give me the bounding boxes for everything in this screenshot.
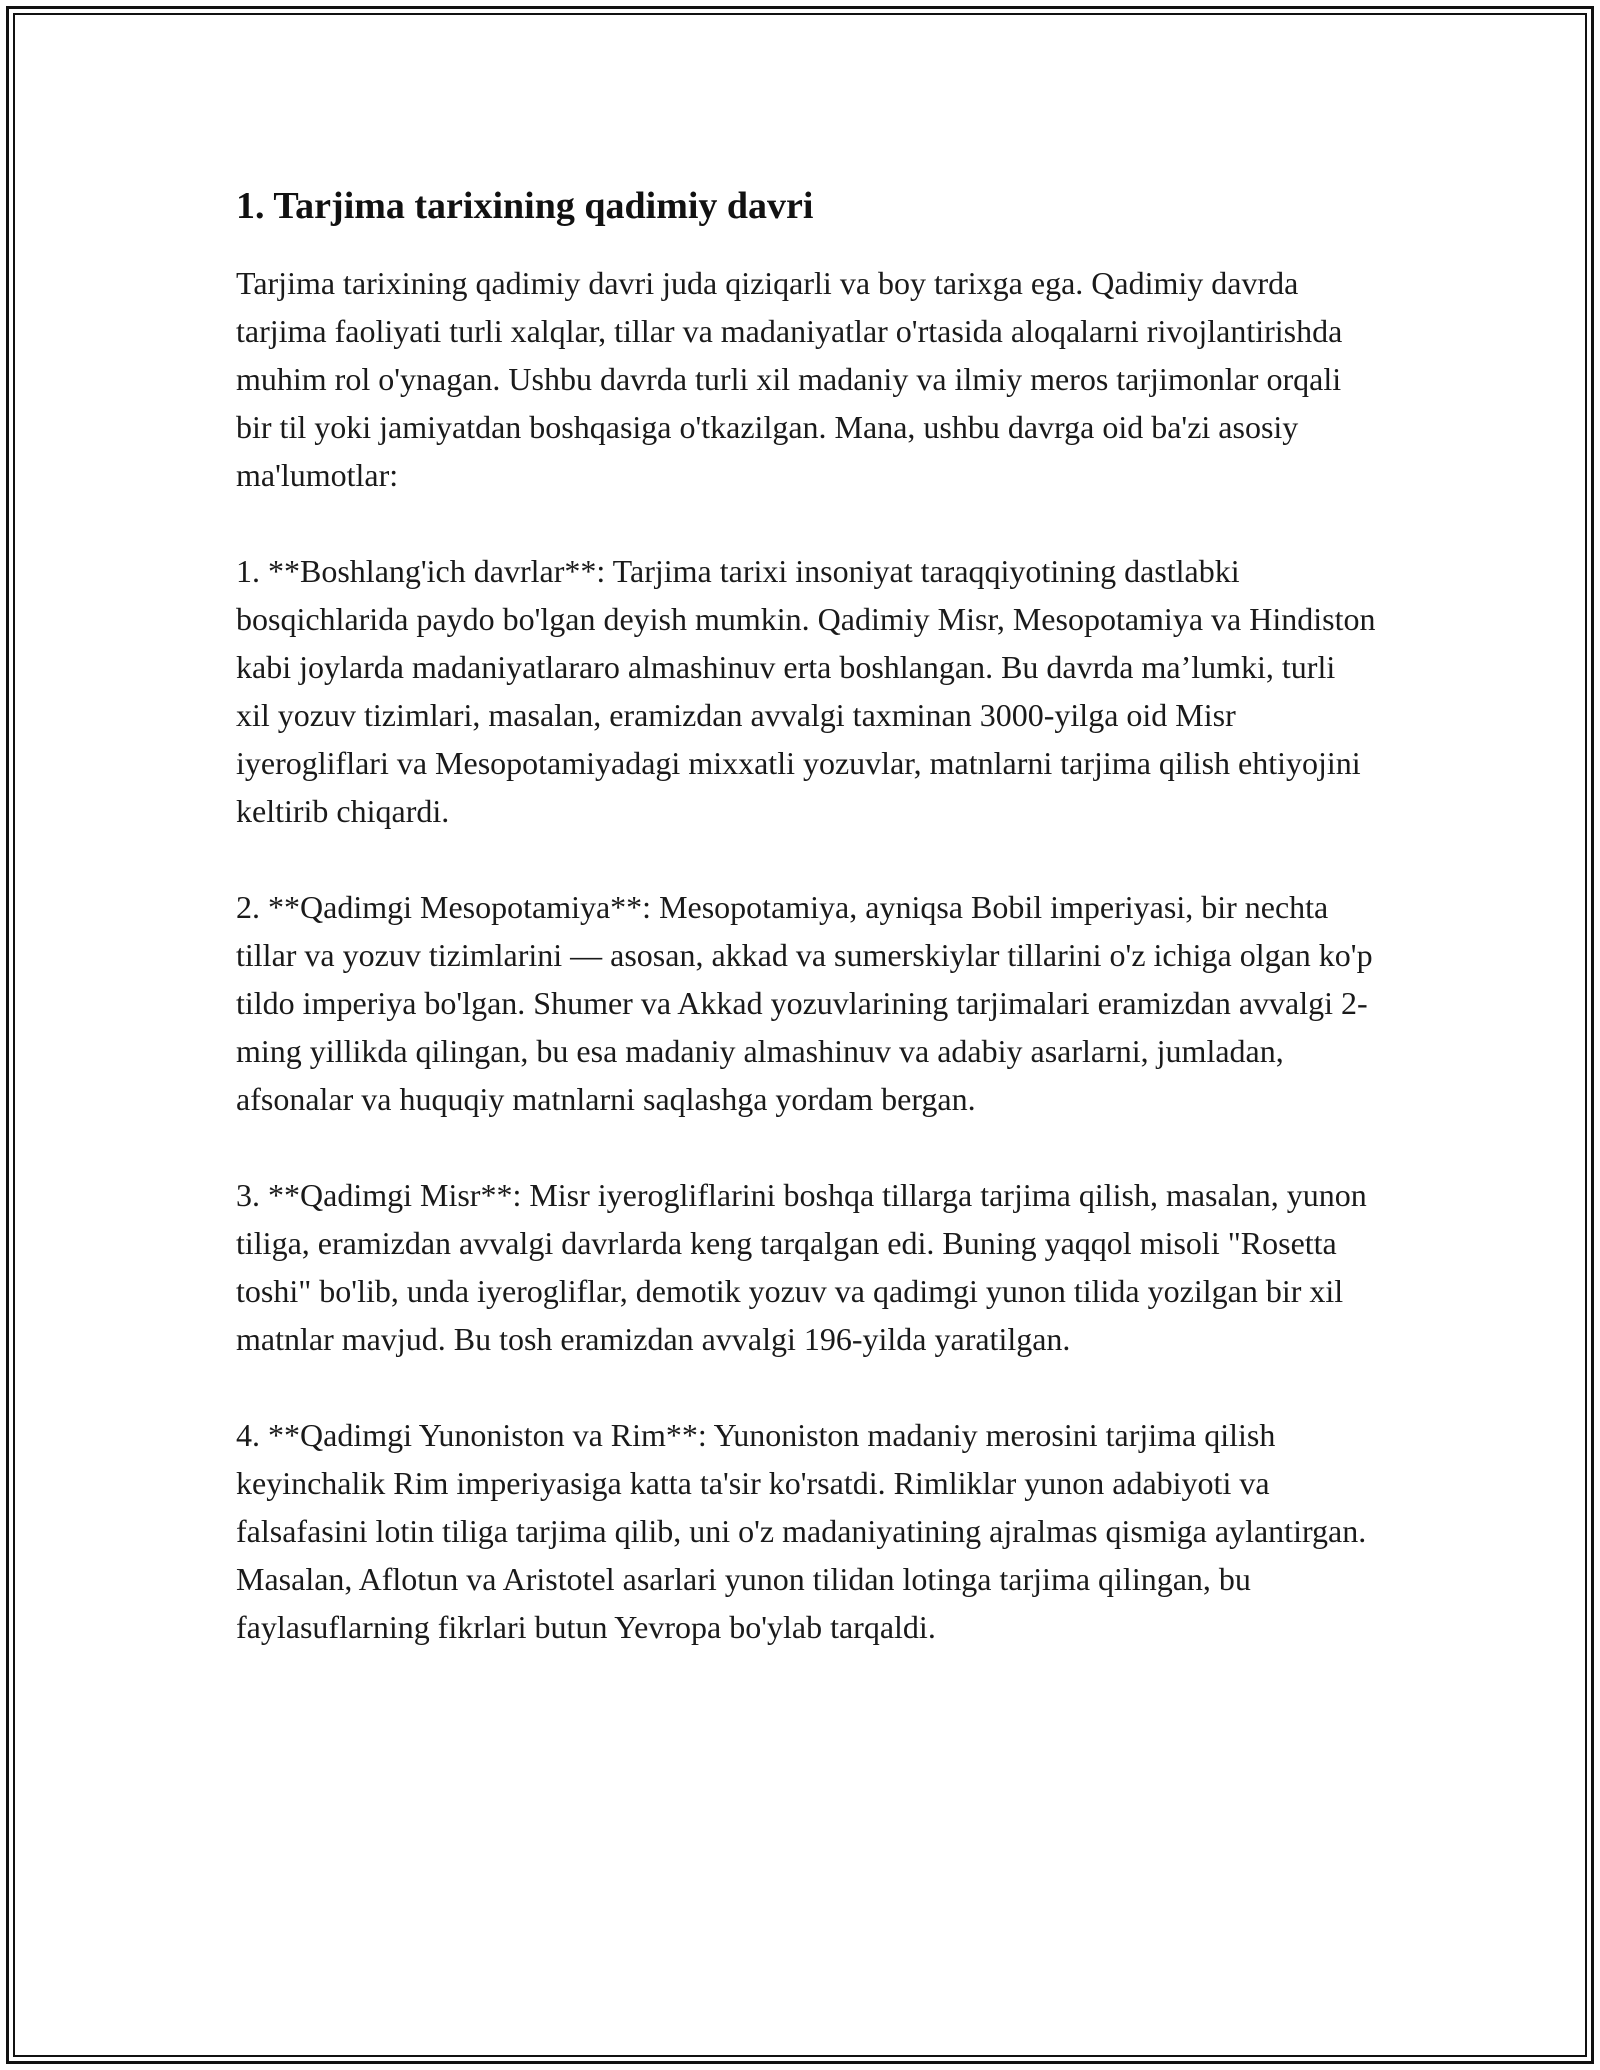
section-heading: 1. Tarjima tarixining qadimiy davri	[236, 185, 814, 227]
list-item-qadimgi-misr: 3. **Qadimgi Misr**: Misr iyerogliflarini boshqa tillarga tarjima qilish, masalan, yunon tiliga, eramizdan avvalgi davrlarda keng tarqalgan edi. Buning yaqqol misoli "Rosetta toshi" bo'lib, unda iyerogliflar, demotik yozuv va qadimgi yunon tilida yozilgan bir xil matnlar mavjud. Bu tosh eramizdan avvalgi 196-yilda yaratilgan.	[236, 1177, 1367, 1358]
intro-paragraph: Tarjima tarixining qadimiy davri juda qiziqarli va boy tarixga ega. Qadimiy davrda tarjima faoliyati turli xalqlar, tillar va madaniyatlar o'rtasida aloqalarni rivojlantirishda muhim rol o'ynagan. Ushbu davrda turli xil madaniy va ilmiy meros tarjimonlar orqali bir til yoki jamiyatdan boshqasiga o'tkazilgan. Mana, ushbu davrga oid ba'zi asosiy ma'lumotlar:	[236, 265, 1343, 494]
list-item-yunoniston-va-rim: 4. **Qadimgi Yunoniston va Rim**: Yunoniston madaniy merosini tarjima qilish keyinchalik Rim imperiyasiga katta ta'sir ko'rsatdi. Rimliklar yunon adabiyoti va falsafasini lotin tiliga tarjima qilib, uni o'z madaniyatining ajralmas qismiga aylantirgan. Masalan, Aflotun va Aristotel asarlari yunon tilidan lotinga tarjima qilingan, bu faylasuflarning fikrlari butun Yevropa bo'ylab tarqaldi.	[236, 1417, 1367, 1646]
list-item-qadimgi-mesopotamiya: 2. **Qadimgi Mesopotamiya**: Mesopotamiya, ayniqsa Bobil imperiyasi, bir nechta tillar va yozuv tizimlarini — asosan, akkad va sumerskiylar tillarini o'z ichiga olgan ko'p tildo imperiya bo'lgan. Shumer va Akkad yozuvlarining tarjimalari eramizdan avvalgi 2-ming yillikda qilingan, bu esa madaniy almashinuv va adabiy asarlarni, jumladan, afsonalar va huquqiy matnlarni saqlashga yordam bergan.	[236, 889, 1373, 1118]
document-body	[236, 182, 1376, 1699]
list-item-boshlangich-davrlar: 1. **Boshlang'ich davrlar**: Tarjima tarixi insoniyat taraqqiyotining dastlabki bosqichlarida paydo bo'lgan deyish mumkin. Qadimiy Misr, Mesopotamiya va Hindiston kabi joylarda madaniyatlararo almashinuv erta boshlangan. Bu davrda ma’lumki, turli xil yozuv tizimlari, masalan, eramizdan avvalgi taxminan 3000-yilga oid Misr iyerogliflari va Mesopotamiyadagi mixxatli yozuvlar, matnlarni tarjima qilish ehtiyojini keltirib chiqardi.	[236, 553, 1376, 830]
